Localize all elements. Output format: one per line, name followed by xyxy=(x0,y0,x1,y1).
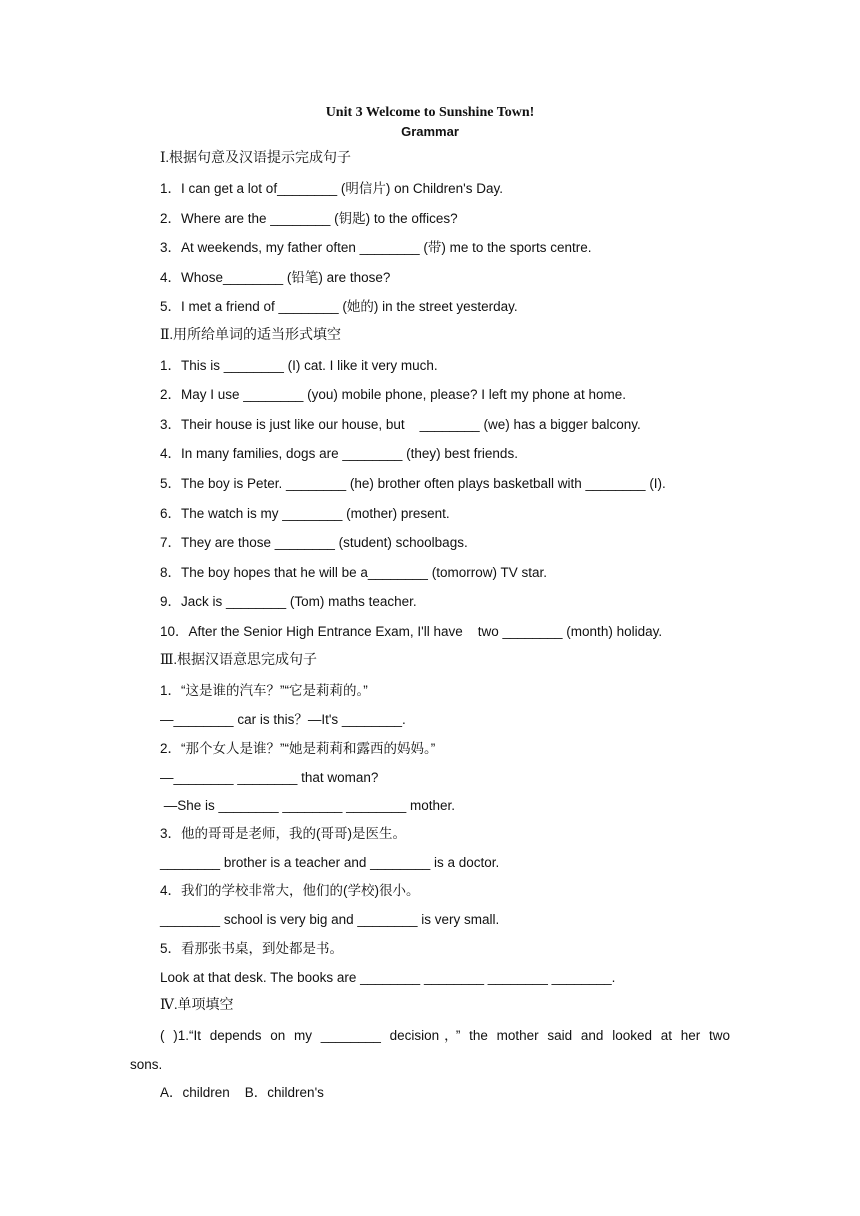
section-2-heading: Ⅱ.用所给单词的适当形式填空 xyxy=(160,328,342,343)
section-3-heading: Ⅲ.根据汉语意思完成句子 xyxy=(160,653,318,668)
section-2-item-5: 5．The boy is Peter. ________ (he) brother often plays basketball with ________ (I). xyxy=(160,476,666,491)
section-3-line-9: ________ school is very big and ________ is very small. xyxy=(160,912,500,927)
document-title: Unit 3 Welcome to Sunshine Town! xyxy=(325,105,535,120)
section-2-item-10: 10．After the Senior High Entrance Exam, I'll have two ________ (month) holiday. xyxy=(160,624,663,639)
section-1-item-3: 3．At weekends, my father often ________ (带) me to the sports centre. xyxy=(160,240,592,255)
section-1-item-2: 2．Where are the ________ (钥匙) to the offices? xyxy=(160,211,458,226)
section-3-line-4: —________ ________ that woman? xyxy=(160,770,379,785)
section-3-line-7: ________ brother is a teacher and ________ is a doctor. xyxy=(160,855,500,870)
section-1-item-1: 1．I can get a lot of________ (明信片) on Children's Day. xyxy=(160,181,504,196)
section-4-heading: Ⅳ.单项填空 xyxy=(160,998,234,1013)
section-2-item-9: 9．Jack is ________ (Tom) maths teacher. xyxy=(160,594,417,609)
section-1-item-5: 5．I met a friend of ________ (她的) in the street yesterday. xyxy=(160,299,518,314)
section-3-line-6: 3．他的哥哥是老师，我的(哥哥)是医生。 xyxy=(160,826,406,841)
section-3-line-10: 5．看那张书桌，到处都是书。 xyxy=(160,941,344,956)
section-3-line-3: 2．“那个女人是谁？”“她是莉莉和露西的妈妈。” xyxy=(160,741,436,756)
section-2-item-1: 1．This is ________ (I) cat. I like it very much. xyxy=(160,358,438,373)
section-3-line-8: 4．我们的学校非常大，他们的(学校)很小。 xyxy=(160,883,420,898)
section-2-item-6: 6．The watch is my ________ (mother) present. xyxy=(160,506,450,521)
section-2-item-7: 7．They are those ________ (student) schoolbags. xyxy=(160,535,468,550)
section-4-question-1-options: A．children B．children's xyxy=(160,1085,324,1100)
section-4-question-1-continuation: sons. xyxy=(130,1057,163,1072)
document-subtitle: Grammar xyxy=(401,124,459,139)
section-1-heading: Ⅰ.根据句意及汉语提示完成句子 xyxy=(160,151,352,166)
section-4-question-1: ( )1.“It depends on my ________ decision，” the mother said and looked at her two xyxy=(160,1028,730,1043)
section-2-item-3: 3．Their house is just like our house, but ________ (we) has a bigger balcony. xyxy=(160,417,641,432)
section-1-item-4: 4．Whose________ (铅笔) are those? xyxy=(160,270,391,285)
section-2-item-4: 4．In many families, dogs are ________ (they) best friends. xyxy=(160,446,518,461)
section-2-item-8: 8．The boy hopes that he will be a________ (tomorrow) TV star. xyxy=(160,565,547,580)
section-3-line-11: Look at that desk. The books are ________ ________ ________ ________. xyxy=(160,970,616,985)
section-3-line-5: —She is ________ ________ ________ mother. xyxy=(160,798,455,813)
section-3-line-1: 1．“这是谁的汽车？”“它是莉莉的。” xyxy=(160,683,368,698)
section-3-line-2: —________ car is this？—It's ________. xyxy=(160,712,406,727)
section-2-item-2: 2．May I use ________ (you) mobile phone, please? I left my phone at home. xyxy=(160,387,627,402)
